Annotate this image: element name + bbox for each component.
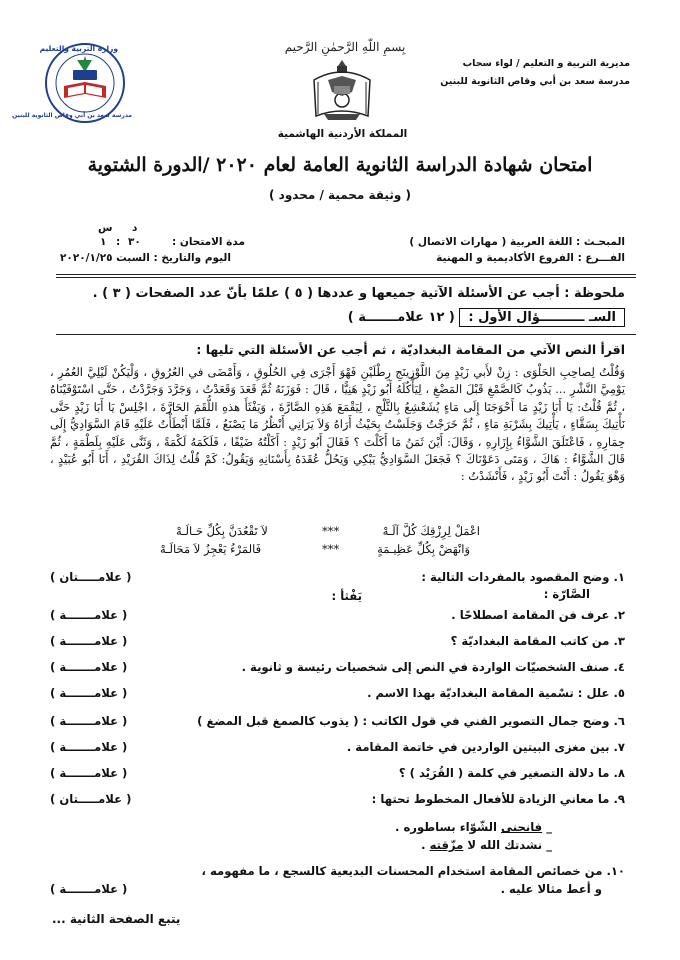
question-2-marks: ( علامـــــــة ) (50, 608, 128, 622)
q9-item-1-verb: فانحنى (501, 820, 543, 834)
exam-title: امتحان شهادة الدراسة الثانوية العامة لعام ٢٠٢٠ /الدورة الشتوية (87, 154, 593, 176)
question-2-text: عرف فن المقامة اصطلاحًا . (451, 608, 610, 622)
question-4 (242, 660, 625, 674)
question-5-number: ٥. (613, 686, 625, 700)
question-one-label: السـ ــــــــــؤال الأول : (459, 308, 625, 327)
branch-label: الفـــرع : الفروع الأكاديمية و المهنية (436, 252, 625, 264)
question-7-text: بين مغزى البيتين الواردين في خاتمة المقامة . (346, 740, 610, 754)
duration-minutes-unit: د (132, 222, 138, 234)
q9-item-1-rest: الشّوّاء بساطوره . (395, 820, 502, 834)
poem-sep-2: *** (322, 542, 340, 556)
question-1-marks: ( علامـــــتان ) (50, 570, 132, 584)
jordan-emblem-icon (310, 58, 374, 124)
poem-verse-2-left: فَالمَرْءُ يَعْجِزُ لاَ مَحَالَـهْ (160, 542, 262, 556)
question-8 (399, 766, 625, 780)
question-9 (372, 792, 625, 806)
section-divider (56, 334, 636, 335)
kingdom-name: المملكة الأردنية الهاشمية (277, 128, 408, 140)
question-5-marks: ( علامـــــــة ) (50, 686, 128, 700)
question-3-marks: ( علامـــــــة ) (50, 634, 128, 648)
question-6-text: وضح جمال التصوير الفني في قول الكاتب : ( يذوب كالصمغ قبل المضغ ) (197, 714, 610, 728)
duration-label: مدة الامتحان : (172, 236, 245, 248)
question-3 (451, 634, 625, 648)
question-1-text: وضح المقصود بالمفردات التالية : (421, 570, 610, 584)
header-divider-inner (56, 277, 636, 278)
duration-minutes: ٣٠ (128, 236, 141, 248)
question-9-text: ما معاني الزيادة للأفعال المخطوط تحتها : (371, 792, 610, 806)
question-6-number: ٦. (613, 714, 625, 728)
question-2-number: ٢. (613, 608, 625, 622)
question-8-text: ما دلالة التصغير في كلمة ( القُرَيْد ) ؟ (398, 766, 610, 780)
q9-item-2: _ نشدتك الله لا مزّقته . (421, 838, 552, 852)
q9-item-2-verb: مزّقته (429, 838, 464, 852)
duration-hours: ١ (100, 236, 107, 248)
ministry-logo-text: وزارة التربية والتعليم (39, 44, 118, 53)
question-10-marks: ( علامـــــــة ) (50, 882, 128, 896)
question-3-number: ٣. (613, 634, 625, 648)
question-1-number: ١. (613, 570, 625, 584)
exam-note: ملحوظة : أجب عن الأسئلة الآتية جميعها و عددها ( ٥ ) علمًا بأنّ عدد الصفحات ( ٣ ) . (92, 286, 625, 301)
poem-sep-1: *** (322, 524, 340, 538)
poem-verse-1-right: اعْمَلْ لِرِزْقِكَ كُلَّ آلَـهْ (382, 524, 480, 538)
question-4-text: صنف الشخصيّات الواردة في النص إلى شخصيات رئيسة و ثانوية . (241, 660, 610, 674)
question-4-number: ٤. (613, 660, 625, 674)
question-10 (202, 864, 625, 878)
question-8-number: ٨. (613, 766, 625, 780)
q1-word-2: يَفْثأ : (331, 589, 362, 603)
header-divider (56, 274, 636, 275)
subject-label: المبحـث : اللغة العربية ( مهارات الاتصال ) (409, 236, 625, 248)
question-5-text: علل : تسْمية المقامة البغداديّة بهذا الاسم . (367, 686, 610, 700)
exam-page: بِسمِ اللّهِ الرَّحمٰنِ الرَّحيم المملكة الأردنية الهاشمية مديرية التربية و التعليم / لواء سحاب مدرسة سعد بن أبي وقاص الثانوية للبنين وزارة التربية والتعليم مدرسة سعد بن أبي وقاص الثانوية للبنين امتحان شهادة الدراسة الثانوية العامة لعام ٢٠٢٠ /الدورة الشتوية ( وثيقة محمية / محدود ) المبحـث : اللغة العربية ( مهارات الاتصال ) الفـــرع : الفروع الأكاديمية و المهنية مدة الامتحان : س د ١ : ٣٠ اليوم والتاريخ : السبت ٢٠٢٠/١/٢٥ ملحوظة : أجب عن الأسئلة الآتية جميعها و عددها ( ٥ ) علمًا بأنّ عدد الصفحات ( ٣ ) . السـ ــــــــــؤال الأول : ( ١٢ علامـــــــة ) اقرأ النص الآتي من المقامة البغداديّة ، ثم أجب عن الأسئلة التي تليها : وَقُلْتُ لِصاحِبِ الحَلْوَى : زِنْ لأَبي زَيْدٍ مِنَ اللَّوْزِينَجِ رِطْلَيْنِ فَهْوَ أَجْرَى فِي الحُلُوقِ ، وَأَمْضَى في العُرُوقِ ، وَلْيَكُنْ لَيْلِيَّ العُمُرِ ، يَوْمِيَّ النَّشْرِ ... يَذُوبُ كَالصَّمْغِ قَبْلَ المَضْغِ ، لِيَأْكُلَهُ أَبُو زَيْدٍ هَنِيًّا ، قَالَ : فَوَزَنَهُ ثُمَّ قَعَدَ وَقَعَدْتُ ، وَجَرَّدَ وَجَرَّدْتُ ، حَتَّى اسْتَوْفَيْنَاهُ ، ثُمَّ قُلْتُ: يَا أَبَا زَيْدٍ مَا أَحْوَجَنَا إِلَى مَاءٍ يُشَعْشِعُ بِالثَّلْجِ ، لِيَقْمَعَ هَذِهِ الصَّارَّةَ ، وَيَفْثَأَ هذهِ اللُّقَمَ الحَارَّةَ ، اجْلِسْ يَا أَبَا زَيْدٍ حَتَّى نَأْتِيكَ بِسَقَّاءٍ ، يَأْتِيكَ بِشَرْبَةِ مَاءٍ ، ثُمَّ خَرَجْتُ وَجَلَسْتُ بِحَيْثُ أَرَاهُ وَلاَ يَرَانِي أَنْظُرُ مَا يَصْنَعُ ، فَلَمَّا أَبْطَأْتُ عَلَيْهِ قَامَ السَّوَادِيُّ إِلَى حِمَارِهِ ، فَاعْتَلَقَ الشَّوَّاءُ بِإِزَارِهِ ، وَقَالَ: أَيْنَ ثَمَنُ مَا أَكَلْتَ ؟ فَقَالَ أَبُو زَيْدٍ : أَكَلْتُهُ ضَيْفًا ، فَلَكَمَهُ لَكْمَةً ، وَثَنَّى عَلَيْهِ بِلَطْمَةٍ ، ثُمَّ قَالَ الشَّوَّاءُ : هَاكَ ، وَمَتَى دَعَوْنَاكَ ؟ فَجَعَلَ السَّوَادِيُّ يَبْكِي وَيَحُلُّ عُقَدَهُ بِأَسْنَانِهِ وَيَقُولُ: كَمْ قُلْتُ لِذَاكَ القُرَيْدِ ، أَنَا أَبُو عُبَيْدٍ ، وَهْوَ يَقُولُ : أَنْتَ أَبُو زَيْدٍ ، فَأَنْشَدْتُ : اعْمَلْ لِرِزْقِكَ كُلَّ آلَـهْ *** لاَ تَقْعُدَنَّ بِكُلِّ حَـالَـهْ وَانْهَضْ بِكُلِّ عَظِيـمَةٍ *** فَالمَرْءُ يَعْجِزُ لاَ مَحَالَـهْ ١. وضح المقصود بالمفردات التالية : ( علامـــــتان ) الصَّارّة : يَفْثأ : ٢. عرف فن المقامة اصطلاحًا . ( علامـــــــة ) ٣. من كاتب المقامة البغداديّة ؟ ( علامـــــــة ) ٤. صنف الشخصيّات الواردة في النص إلى شخصيات رئيسة و ثانوية . ( علامـــــــة ) ٥. علل : تسْمية المقامة البغداديّة بهذا الاسم . ( علامـــــــة ) ٦. وضح جمال التصوير الفني في قول الكاتب : ( يذوب كالصمغ قبل المضغ ) ( علامـــــــة ) ٧. بين مغزى البيتين الواردين في خاتمة المقامة . ( علامـــــــة ) ٨. ما دلالة التصغير في كلمة ( القُرَيْد ) ؟ ( علامـــــــة ) ٩. ما معاني الزيادة للأفعال المخطوط تحتها : ( علامـــــتان ) _ فانحنى الشّوّاء بساطوره . _ نشدتك الله لا مزّقته . ١٠. من خصائص المقامة استخدام المحسنات البديعية كالسجع ، ما مفهومه ، و أعط مثالا عليه . ( علامـــــــة ) يتبع الصفحة الثانية ... (0, 0, 680, 960)
poem-verse-1-left: لاَ تَقْعُدَنَّ بِكُلِّ حَـالَـهْ (176, 524, 268, 538)
question-3-text: من كاتب المقامة البغداديّة ؟ (450, 634, 610, 648)
question-8-marks: ( علامـــــــة ) (50, 766, 128, 780)
question-7 (347, 740, 625, 754)
duration-hours-unit: س (98, 222, 113, 234)
ministry-logo-ring-text: مدرسة سعد بن أبي وقاص الثانوية للبنين (12, 112, 132, 119)
question-5 (367, 686, 625, 700)
q9-item-2-rest: . (421, 838, 430, 852)
exam-date: اليوم والتاريخ : السبت ٢٠٢٠/١/٢٥ (60, 252, 231, 264)
question-6 (197, 714, 625, 728)
question-9-marks: ( علامـــــتان ) (50, 792, 132, 806)
document-status: ( وثيقة محمية / محدود ) (269, 188, 411, 202)
question-4-marks: ( علامـــــــة ) (50, 660, 128, 674)
question-one-marks: ( ١٢ علامـــــــة ) (347, 310, 455, 325)
question-1 (421, 570, 625, 584)
maqama-passage: وَقُلْتُ لِصاحِبِ الحَلْوَى : زِنْ لأَبي زَيْدٍ مِنَ اللَّوْزِينَجِ رِطْلَيْنِ فَهْوَ أَجْرَى فِي الحُلُوقِ ، وَأَمْضَى في العُرُوقِ ، وَلْيَكُنْ لَيْلِيَّ العُمُرِ ، يَوْمِيَّ النَّشْرِ ... يَذُوبُ كَالصَّمْغِ قَبْلَ المَضْغِ ، لِيَأْكُلَهُ أَبُو زَيْدٍ هَنِيًّا ، قَالَ : فَوَزَنَهُ ثُمَّ قَعَدَ وَقَعَدْتُ ، وَجَرَّدَ وَجَرَّدْتُ ، حَتَّى اسْتَوْفَيْنَاهُ ، ثُمَّ قُلْتُ: يَا أَبَا زَيْدٍ مَا أَحْوَجَنَا إِلَى مَاءٍ يُشَعْشِعُ بِالثَّلْجِ ، لِيَقْمَعَ هَذِهِ الصَّارَّةَ ، وَيَفْثَأَ هذهِ اللُّقَمَ الحَارَّةَ ، اجْلِسْ يَا أَبَا زَيْدٍ حَتَّى نَأْتِيكَ بِسَقَّاءٍ ، يَأْتِيكَ بِشَرْبَةِ مَاءٍ ، ثُمَّ خَرَجْتُ وَجَلَسْتُ بِحَيْثُ أَرَاهُ وَلاَ يَرَانِي أَنْظُرُ مَا يَصْنَعُ ، فَلَمَّا أَبْطَأْتُ عَلَيْهِ قَامَ السَّوَادِيُّ إِلَى حِمَارِهِ ، فَاعْتَلَقَ الشَّوَّاءُ بِإِزَارِهِ ، وَقَالَ: أَيْنَ ثَمَنُ مَا أَكَلْتَ ؟ فَقَالَ أَبُو زَيْدٍ : أَكَلْتُهُ ضَيْفًا ، فَلَكَمَهُ لَكْمَةً ، وَثَنَّى عَلَيْهِ بِلَطْمَةٍ ، ثُمَّ قَالَ الشَّوَّاءُ : هَاكَ ، وَمَتَى دَعَوْنَاكَ ؟ فَجَعَلَ السَّوَادِيُّ يَبْكِي وَيَحُلُّ عُقَدَهُ بِأَسْنَانِهِ وَيَقُولُ: كَمْ قُلْتُ لِذَاكَ القُرَيْدِ ، أَنَا أَبُو عُبَيْدٍ ، وَهْوَ يَقُولُ : أَنْتَ أَبُو زَيْدٍ ، فَأَنْشَدْتُ : (50, 365, 625, 484)
school-name: مدرسة سعد بن أبي وقاص الثانوية للبنين (440, 76, 630, 87)
directorate-name: مديرية التربية و التعليم / لواء سحاب (462, 58, 630, 69)
question-10-line-2: و أعط مثالا عليه . (500, 882, 602, 896)
question-2 (451, 608, 625, 622)
q9-item-2-start: نشدتك الله لا (463, 838, 543, 852)
q1-word-1: الصَّارّة : (543, 587, 590, 601)
poem-verse-2-right: وَانْهَضْ بِكُلِّ عَظِيـمَةٍ (377, 542, 470, 556)
reading-instruction: اقرأ النص الآتي من المقامة البغداديّة ، ثم أجب عن الأسئلة التي تليها : (196, 342, 625, 357)
question-7-number: ٧. (613, 740, 625, 754)
basmala: بِسمِ اللّهِ الرَّحمٰنِ الرَّحيم (284, 40, 406, 54)
q9-item-1: _ فانحنى الشّوّاء بساطوره . (395, 820, 552, 834)
question-6-marks: ( علامـــــــة ) (50, 714, 128, 728)
question-10-number: ١٠. (606, 864, 625, 878)
question-10-text: من خصائص المقامة استخدام المحسنات البديعية كالسجع ، ما مفهومه ، (201, 864, 603, 878)
continue-note: يتبع الصفحة الثانية ... (52, 912, 181, 926)
question-one-heading (348, 310, 625, 325)
question-7-marks: ( علامـــــــة ) (50, 740, 128, 754)
question-9-number: ٩. (613, 792, 625, 806)
